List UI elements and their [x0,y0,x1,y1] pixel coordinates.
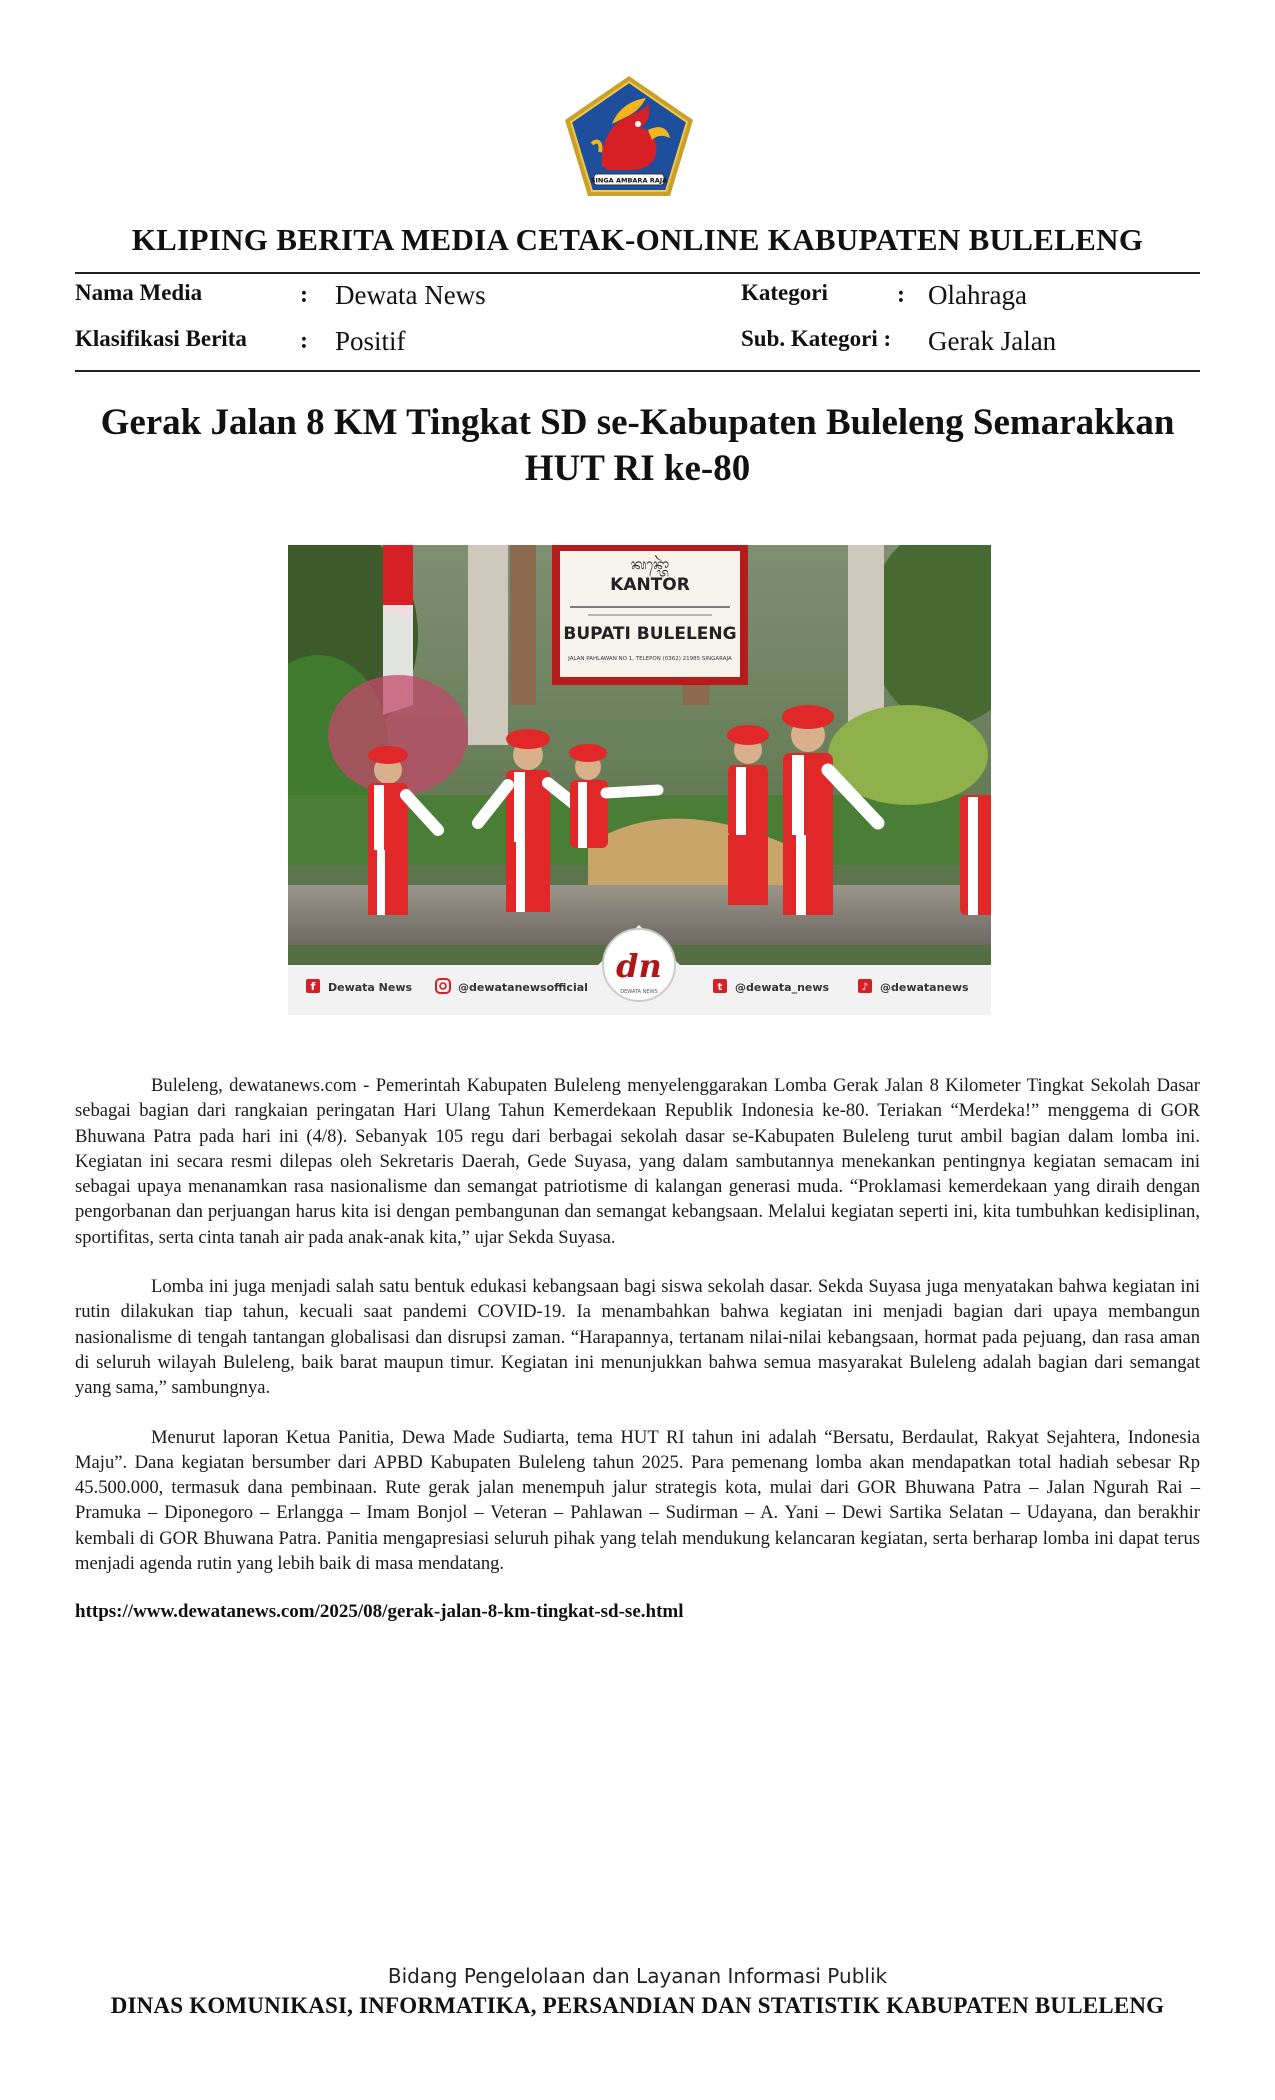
media-label: Nama Media [75,280,203,305]
source-url-link[interactable]: https://www.dewatanews.com/2025/08/gerak-jalan-8-km-tingkat-sd-se.html [75,1601,684,1622]
social-tiktok-label: @dewatanews [880,981,969,994]
sign-kantor: KANTOR [610,575,690,595]
footer-agency: DINAS KOMUNIKASI, INFORMATIKA, PERSANDIAN DAN STATISTIK KABUPATEN BULELENG [110,1993,1165,2018]
buleleng-regency-crest-icon [562,74,696,200]
article-body [75,1073,1200,1600]
logo-motto: SINGA AMBARA RAJA [590,176,668,185]
social-instagram-label: @dewatanewsofficial [458,981,588,994]
sign-address: JALAN PAHLAWAN NO 1, TELEPON (0362) 21985 SINGARAJA [568,656,732,662]
subkategori-label: Sub. Kategori : [741,326,892,351]
klasifikasi-label: Klasifikasi Berita [75,326,247,351]
svg-text:f: f [310,980,316,993]
svg-text:t: t [717,982,723,993]
media-colon: : [300,282,308,308]
top-divider [75,272,1200,274]
article-paragraph-2: Lomba ini juga menjadi salah satu bentuk edukasi kebangsaan bagi siswa sekolah dasar. Sekda Suyasa juga menyatakan bahwa kegiatan ini rutin dilakukan tiap tahun, kecuali saat pandemi COVID-19. Ia menambahkan bahwa kegiatan ini menjadi bagian dari upaya membangun nasionalisme di tengah tantangan globalisasi dan disrupsi zaman. “Harapannya, tertanam nilai-nilai kebangsaan, hormat pada pejuang, dan rasa aman di seluruh wilayah Buleleng, baik barat maupun timur. Kegiatan ini menunjukkan bahwa semua masyarakat Buleleng adalah bagian dari semangat yang sama,” sambungnya. [75,1276,1200,1399]
article-paragraph-3: Menurut laporan Ketua Panitia, Dewa Made Sudiarta, tema HUT RI tahun ini adalah “Bersatu, Berdaulat, Rakyat Sejahtera, Indonesia Maju”. Dana kegiatan bersumber dari APBD Kabupaten Buleleng tahun 2025. Para pemenang lomba akan mendapatkan total hadiah sebesar Rp 45.500.000, termasuk dana pembinaan. Rute gerak jalan menempuh jalur strategis kota, mulai dari GOR Bhuwana Patra – Jalan Ngurah Rai – Pramuka – Diponegoro – Erlangga – Imam Bonjol – Veteran – Pahlawan – Sudirman – A. Yani – Dewi Sartika Selatan – Udayana, dan berakhir kembali di GOR Bhuwana Patra. Panitia mengapresiasi seluruh pihak yang telah mendukung kelancaran kegiatan, serta berharap lomba ini dapat terus menjadi agenda rutin yang lebih baik di masa mendatang. [75,1426,1200,1575]
footer-division: Bidang Pengelolaan dan Layanan Informasi Publik [387,1964,888,1988]
bottom-divider [75,370,1200,372]
watermark-sub: DEWATA NEWS [620,989,658,995]
kategori-label: Kategori [741,280,828,305]
subkategori-value: Gerak Jalan [928,326,1057,356]
article-photo [288,545,991,1015]
kategori-colon: : [897,282,905,308]
headline-line-1: Gerak Jalan 8 KM Tingkat SD se-Kabupaten Buleleng Semarakkan [100,402,1175,443]
klasifikasi-value: Positif [335,326,406,356]
article-paragraph-1: Buleleng, dewatanews.com - Pemerintah Kabupaten Buleleng menyelenggarakan Lomba Gerak Jalan 8 Kilometer Tingkat Sekolah Dasar sebagai bagian dari rangkaian peringatan Hari Ulang Tahun Kemerdekaan Republik Indonesia ke-80. Teriakan “Merdeka!” menggema di GOR Bhuwana Patra pada hari ini (4/8). Sebanyak 105 regu dari berbagai sekolah dasar se-Kabupaten Buleleng turut ambil bagian dalam lomba ini. Kegiatan ini secara resmi dilepas oleh Sekretaris Daerah, Gede Suyasa, yang dalam sambutannya menekankan pentingnya kegiatan semacam ini sebagai upaya menanamkan rasa nasionalisme dan semangat patriotisme di kalangan generasi muda. “Proklamasi kemerdekaan yang diraih dengan pengorbanan dan perjuangan harus kita isi dengan pembangunan dan semangat kebangsaan. Melalui kegiatan seperti ini, kita tumbuhkan kedisiplinan, sportifitas, serta cinta tanah air pada anak-anak kita,” ujar Sekda Suyasa. [75,1075,1200,1248]
media-value: Dewata News [335,280,486,310]
sign-bupati-buleleng: BUPATI BULELENG [563,624,737,644]
svg-text:♪: ♪ [861,982,869,993]
social-facebook-label: Dewata News [328,981,413,994]
social-twitter-label: @dewata_news [735,981,830,994]
klasifikasi-colon: : [300,328,308,354]
article-headline [90,400,1185,492]
headline-line-2: HUT RI ke-80 [524,448,751,489]
watermark-logo: dn [616,947,662,985]
sign-balinese-script: ᬓᬦ᭄ᬢᭀᬃ [630,557,670,573]
kategori-value: Olahraga [928,280,1027,310]
document-title: KLIPING BERITA MEDIA CETAK-ONLINE KABUPATEN BULELENG [131,222,1144,257]
